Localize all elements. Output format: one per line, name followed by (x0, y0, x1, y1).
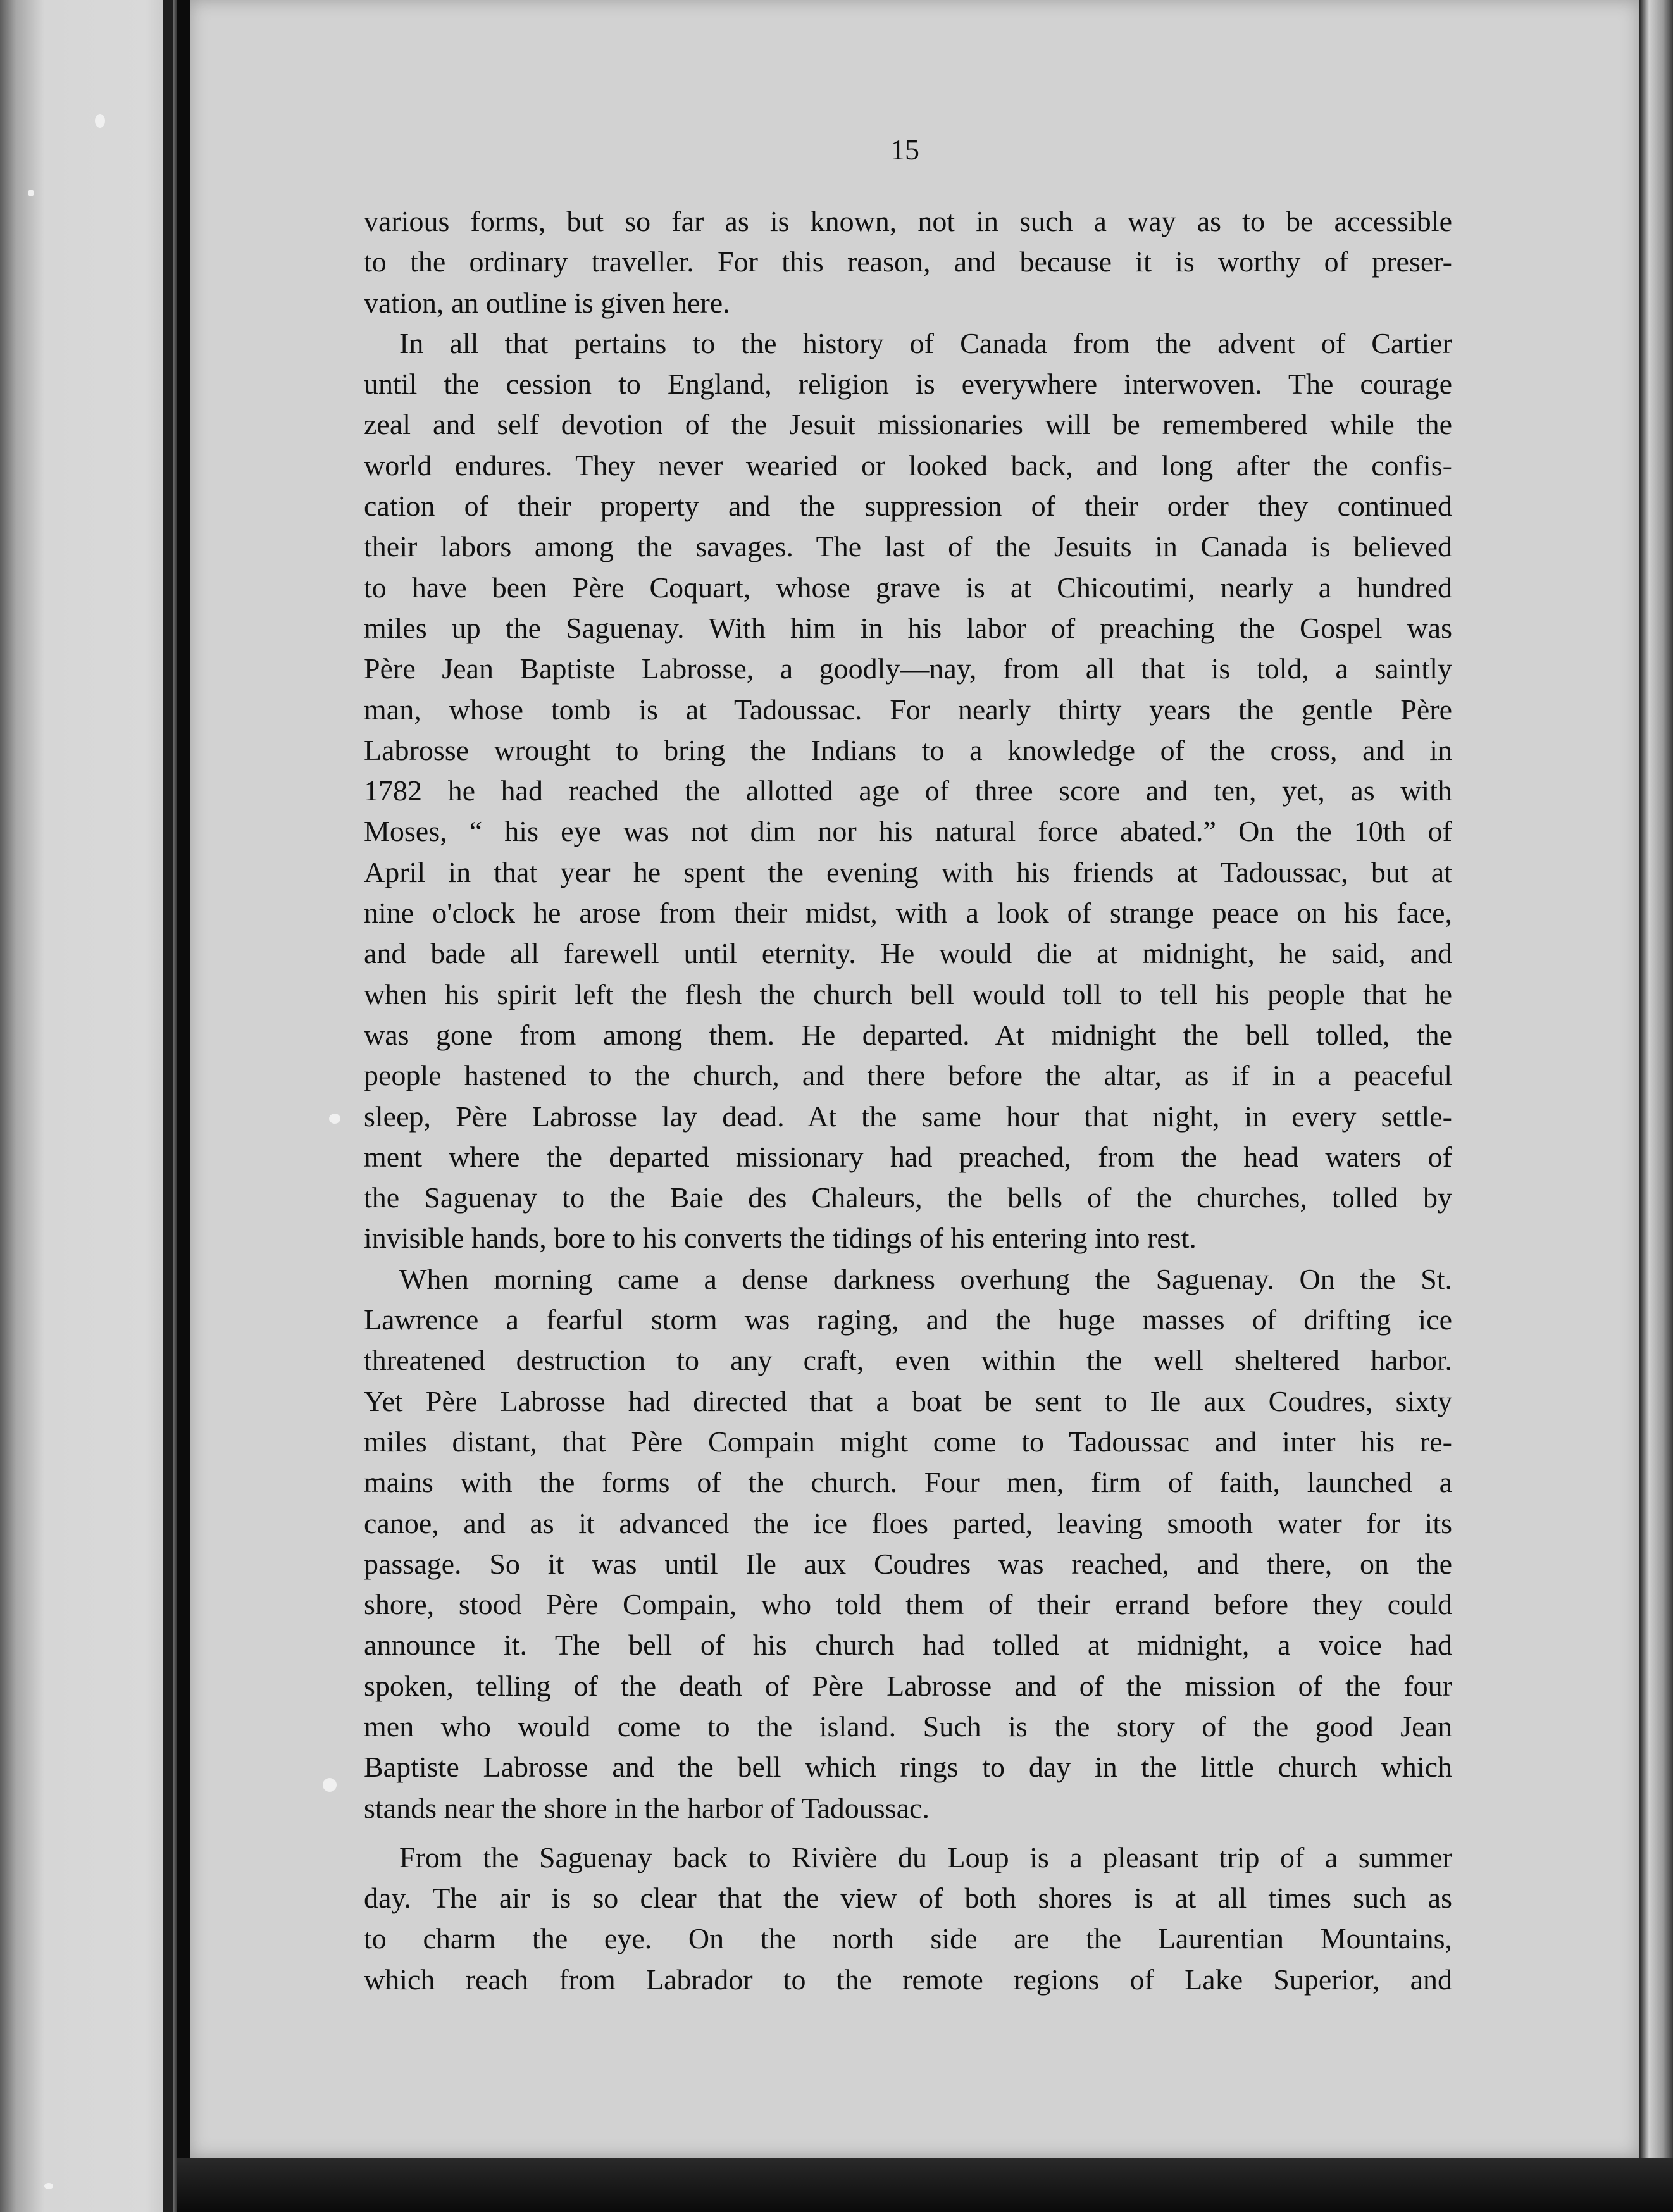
paragraph-4 (364, 1837, 1452, 2000)
text-line: Yet Père Labrosse had directed that a boat be sent to Ile aux Coudres, sixty (364, 1384, 1452, 1417)
body-text (364, 201, 1452, 2000)
text-line: world endures. They never wearied or looked back, and long after the confis- (364, 449, 1452, 482)
text-line: was gone from among them. He departed. At midnight the bell tolled, the (364, 1018, 1452, 1051)
text-line: to charm the eye. On the north side are the Laurentian Mountains, (364, 1922, 1452, 1955)
text-line: people hastened to the church, and there before the altar, as if in a peaceful (364, 1059, 1452, 1092)
text-line: zeal and self devotion of the Jesuit missionaries will be remembered while the (364, 408, 1452, 441)
text-line: sleep, Père Labrosse lay dead. At the same hour that night, in every settle- (364, 1100, 1452, 1133)
text-line: to have been Père Coquart, whose grave is at Chicoutimi, nearly a hundred (364, 571, 1452, 604)
text-line: vation, an outline is given here. (364, 286, 730, 319)
text-line: shore, stood Père Compain, who told them of their errand before they could (364, 1588, 1452, 1621)
facing-page-margin (0, 0, 177, 2212)
text-line: their labors among the savages. The last of the Jesuits in Canada is believed (364, 530, 1452, 563)
text-line: Baptiste Labrosse and the bell which rings to day in the little church which (364, 1751, 1452, 1784)
text-line: passage. So it was until Ile aux Coudres was reached, and there, on the (364, 1547, 1452, 1580)
text-line: Moses, “ his eye was not dim nor his natural force abated.” On the 10th of (364, 815, 1452, 848)
text-line: canoe, and as it advanced the ice floes parted, leaving smooth water for its (364, 1507, 1452, 1539)
text-line: ment where the departed missionary had preached, from the head waters of (364, 1140, 1452, 1173)
text-line: announce it. The bell of his church had tolled at midnight, a voice had (364, 1629, 1452, 1662)
text-line: Labrosse wrought to bring the Indians to a knowledge of the cross, and in (364, 733, 1452, 766)
text-line: which reach from Labrador to the remote regions of Lake Superior, and (364, 1963, 1452, 1996)
text-line: mains with the forms of the church. Four men, firm of faith, launched a (364, 1466, 1452, 1499)
book-spine (163, 0, 173, 2212)
text-line: to the ordinary traveller. For this reason, and because it is worthy of preser- (364, 245, 1452, 278)
text-line: when his spirit left the flesh the church bell would toll to tell his people that he (364, 978, 1452, 1010)
text-line: spoken, telling of the death of Père Labrosse and of the mission of the four (364, 1669, 1452, 1702)
text-line: cation of their property and the suppression of their order they continued (364, 490, 1452, 523)
text-line: From the Saguenay back to Rivière du Loup is a pleasant trip of a summer (399, 1841, 1452, 1873)
text-line: and bade all farewell until eternity. He would die at midnight, he said, and (364, 937, 1452, 970)
text-line: day. The air is so clear that the view of both shores is at all times such as (364, 1882, 1452, 1915)
paragraph-1 (364, 201, 1452, 323)
text-line: until the cession to England, religion is everywhere interwoven. The courage (364, 368, 1452, 401)
text-line: invisible hands, bore to his converts the tidings of his entering into rest. (364, 1222, 1197, 1255)
text-line: the Saguenay to the Baie des Chaleurs, the bells of the churches, tolled by (364, 1181, 1452, 1214)
text-line: Père Jean Baptiste Labrosse, a goodly—nay, from all that is told, a saintly (364, 652, 1452, 685)
page-number: 15 (890, 134, 919, 166)
text-line: Lawrence a fearful storm was raging, and the huge masses of drifting ice (364, 1303, 1452, 1336)
bottom-edge (177, 2158, 1673, 2212)
text-line: threatened destruction to any craft, even within the well sheltered harbor. (364, 1344, 1452, 1377)
text-line: various forms, but so far as is known, not in such a way as to be accessible (364, 205, 1452, 237)
text-line: men who would come to the island. Such is the story of the good Jean (364, 1710, 1452, 1743)
text-line: stands near the shore in the harbor of Tadoussac. (364, 1791, 930, 1824)
paragraph-2 (364, 323, 1452, 1259)
scan-speck (95, 114, 105, 128)
text-line: April in that year he spent the evening with his friends at Tadoussac, but at (364, 855, 1452, 888)
paragraph-3 (364, 1259, 1452, 1829)
text-line: miles up the Saguenay. With him in his labor of preaching the Gospel was (364, 611, 1452, 644)
text-line: 1782 he had reached the allotted age of three score and ten, yet, as with (364, 774, 1452, 807)
text-line: nine o'clock he arose from their midst, with a look of strange peace on his face, (364, 897, 1452, 929)
page-edge (1639, 0, 1673, 2212)
text-line: In all that pertains to the history of Canada from the advent of Cartier (399, 326, 1452, 359)
scan-speck (44, 2183, 53, 2189)
scan-speck (28, 190, 34, 196)
text-line: man, whose tomb is at Tadoussac. For nearly thirty years the gentle Père (364, 693, 1452, 726)
scan-speck (323, 1778, 337, 1792)
scan-speck (329, 1114, 340, 1124)
text-line: When morning came a dense darkness overhung the Saguenay. On the St. (399, 1262, 1452, 1295)
text-line: miles distant, that Père Compain might come to Tadoussac and inter his re- (364, 1425, 1452, 1458)
